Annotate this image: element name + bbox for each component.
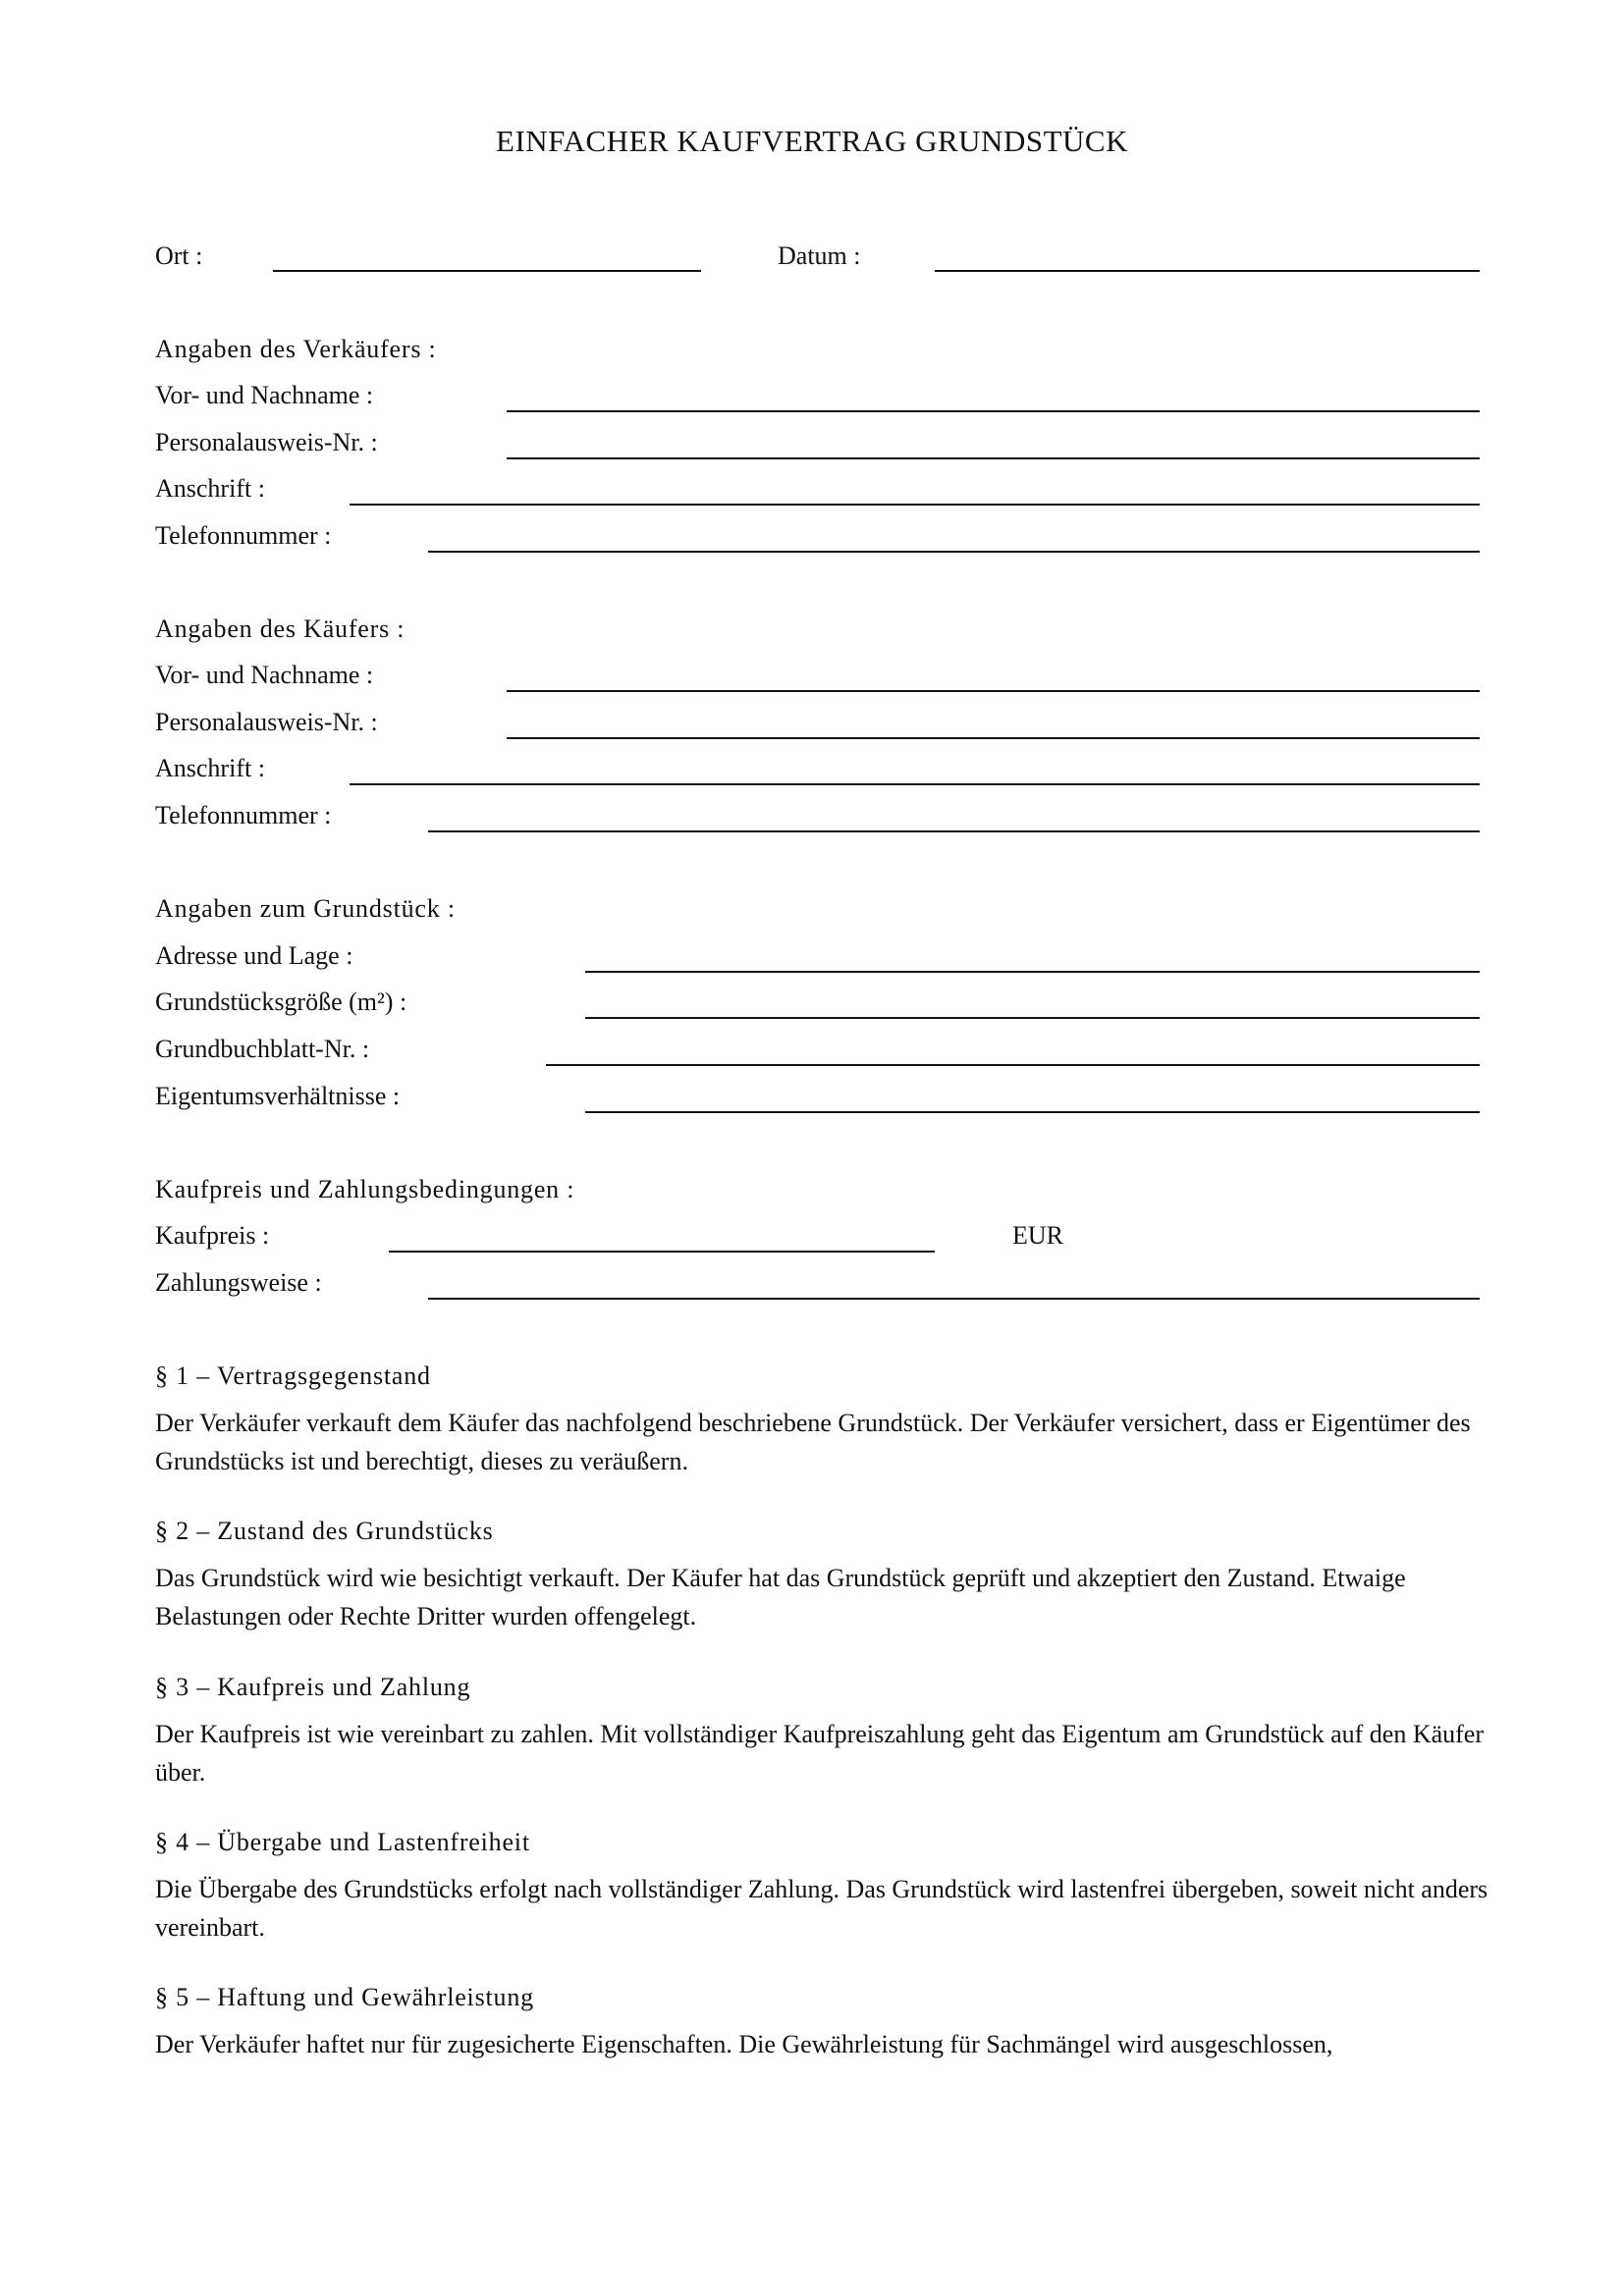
payment-heading: Kaufpreis und Zahlungsbedingungen :: [155, 1175, 575, 1203]
property-registry-label: Grundbuchblatt-Nr. :: [155, 1035, 370, 1063]
document-title: EINFACHER KAUFVERTRAG GRUNDSTÜCK: [496, 124, 1128, 158]
property-heading: Angaben zum Grundstück :: [155, 894, 456, 923]
buyer-id-field[interactable]: [507, 737, 1480, 739]
buyer-name-label: Vor- und Nachname :: [155, 661, 374, 689]
payment-method-label: Zahlungsweise :: [155, 1268, 322, 1297]
seller-phone-field[interactable]: [428, 551, 1480, 553]
seller-heading: Angaben des Verkäufers :: [155, 335, 437, 363]
section-text: Der Verkäufer haftet nur für zugesicherte Eigenschaften. Die Gewährleistung für Sachmängel wird ausgeschlossen,: [155, 2030, 1333, 2058]
section-heading: § 2 – Zustand des Grundstücks: [155, 1517, 494, 1545]
price-label: Kaufpreis :: [155, 1221, 270, 1250]
section-heading: § 1 – Vertragsgegenstand: [155, 1362, 431, 1390]
section-heading: § 3 – Kaufpreis und Zahlung: [155, 1673, 471, 1701]
date-label: Datum :: [778, 241, 861, 270]
property-ownership-label: Eigentumsverhältnisse :: [155, 1082, 401, 1110]
buyer-phone-label: Telefonnummer :: [155, 801, 332, 829]
date-field[interactable]: [935, 270, 1480, 272]
seller-name-label: Vor- und Nachname :: [155, 381, 374, 409]
buyer-id-label: Personalausweis-Nr. :: [155, 708, 378, 736]
section-text: Das Grundstück wird wie besichtigt verkauft. Der Käufer hat das Grundstück geprüft und akzeptiert den Zustand. Etwaige Belastungen oder Rechte Dritter wurden offengelegt.: [155, 1564, 1406, 1630]
buyer-phone-field[interactable]: [428, 830, 1480, 832]
section-heading: § 5 – Haftung und Gewährleistung: [155, 1983, 534, 2011]
place-field[interactable]: [273, 270, 701, 272]
buyer-name-field[interactable]: [507, 690, 1480, 692]
property-ownership-field[interactable]: [585, 1111, 1480, 1113]
section-heading: § 4 – Übergabe und Lastenfreiheit: [155, 1828, 530, 1856]
property-size-field[interactable]: [585, 1017, 1480, 1019]
section-text: Der Verkäufer verkauft dem Käufer das nachfolgend beschriebene Grundstück. Der Verkäufer versichert, dass er Eigentümer des Grundstücks ist und berechtigt, dieses zu veräußern.: [155, 1409, 1471, 1475]
section-text: Die Übergabe des Grundstücks erfolgt nach vollständiger Zahlung. Das Grundstück wird lastenfrei übergeben, soweit nicht anders vereinbart.: [155, 1875, 1489, 1942]
property-location-label: Adresse und Lage :: [155, 941, 353, 970]
property-size-label: Grundstücksgröße (m²) :: [155, 988, 407, 1016]
seller-phone-label: Telefonnummer :: [155, 521, 332, 550]
property-registry-field[interactable]: [546, 1064, 1480, 1066]
payment-method-field[interactable]: [428, 1298, 1480, 1300]
seller-id-field[interactable]: [507, 457, 1480, 459]
buyer-address-label: Anschrift :: [155, 754, 265, 782]
price-field[interactable]: [389, 1251, 935, 1253]
seller-address-field[interactable]: [350, 504, 1480, 506]
section-text: Der Kaufpreis ist wie vereinbart zu zahlen. Mit vollständiger Kaufpreiszahlung geht das Eigentum am Grundstück auf den Käufer über.: [155, 1720, 1485, 1787]
place-label: Ort :: [155, 241, 203, 270]
property-location-field[interactable]: [585, 971, 1480, 973]
buyer-address-field[interactable]: [350, 783, 1480, 785]
buyer-heading: Angaben des Käufers :: [155, 614, 406, 643]
seller-address-label: Anschrift :: [155, 474, 265, 503]
seller-id-label: Personalausweis-Nr. :: [155, 428, 378, 456]
currency-label: EUR: [1012, 1221, 1063, 1250]
seller-name-field[interactable]: [507, 410, 1480, 412]
